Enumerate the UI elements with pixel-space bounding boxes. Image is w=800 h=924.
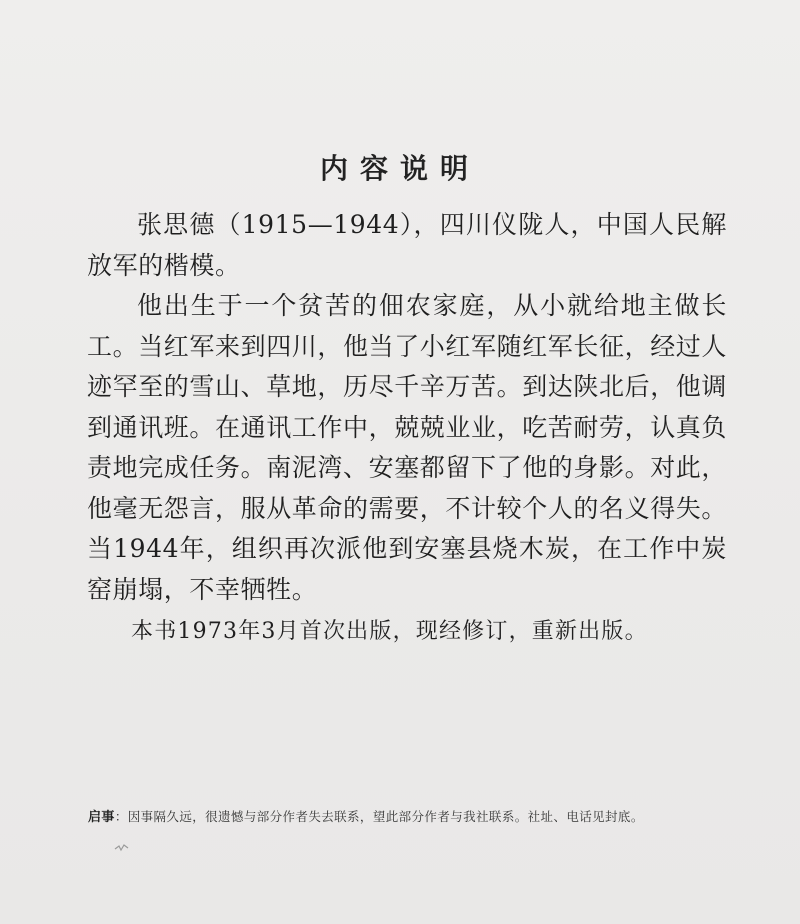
paragraph-intro: 张思德（1915—1944），四川仪陇人，中国人民解放军的楷模。 bbox=[87, 210, 727, 280]
paragraph-biography: 他出生于一个贫苦的佃农家庭，从小就给地主做长工。当红军来到四川，他当了小红军随红军长征，经过人迹罕至的雪山、草地，历尽千辛万苦。到达陕北后，他调到通讯班。在通讯工作中，兢兢业业，吃苦耐劳，认真负责地完成任务。南泥湾、安塞都留下了他的身影。对此，他毫无怨言，服从革命的需要，不计较个人的名义得失。当1944年，组织再次派他到安塞县烧木炭，在工作中炭窑崩塌，不幸牺牲。 bbox=[87, 291, 728, 604]
page-title: 内容说明 bbox=[319, 152, 480, 185]
publication-note: 本书1973年3月首次出版，现经修订，重新出版。 bbox=[131, 619, 648, 644]
content-description bbox=[87, 205, 727, 652]
notice-label: 启事 bbox=[88, 810, 115, 825]
ink-mark-decoration bbox=[113, 842, 131, 854]
notice-text: ：因事隔久远，很遗憾与部分作者失去联系，望此部分作者与我社联系。社址、电话见封底。 bbox=[114, 809, 644, 824]
notice bbox=[88, 806, 644, 825]
